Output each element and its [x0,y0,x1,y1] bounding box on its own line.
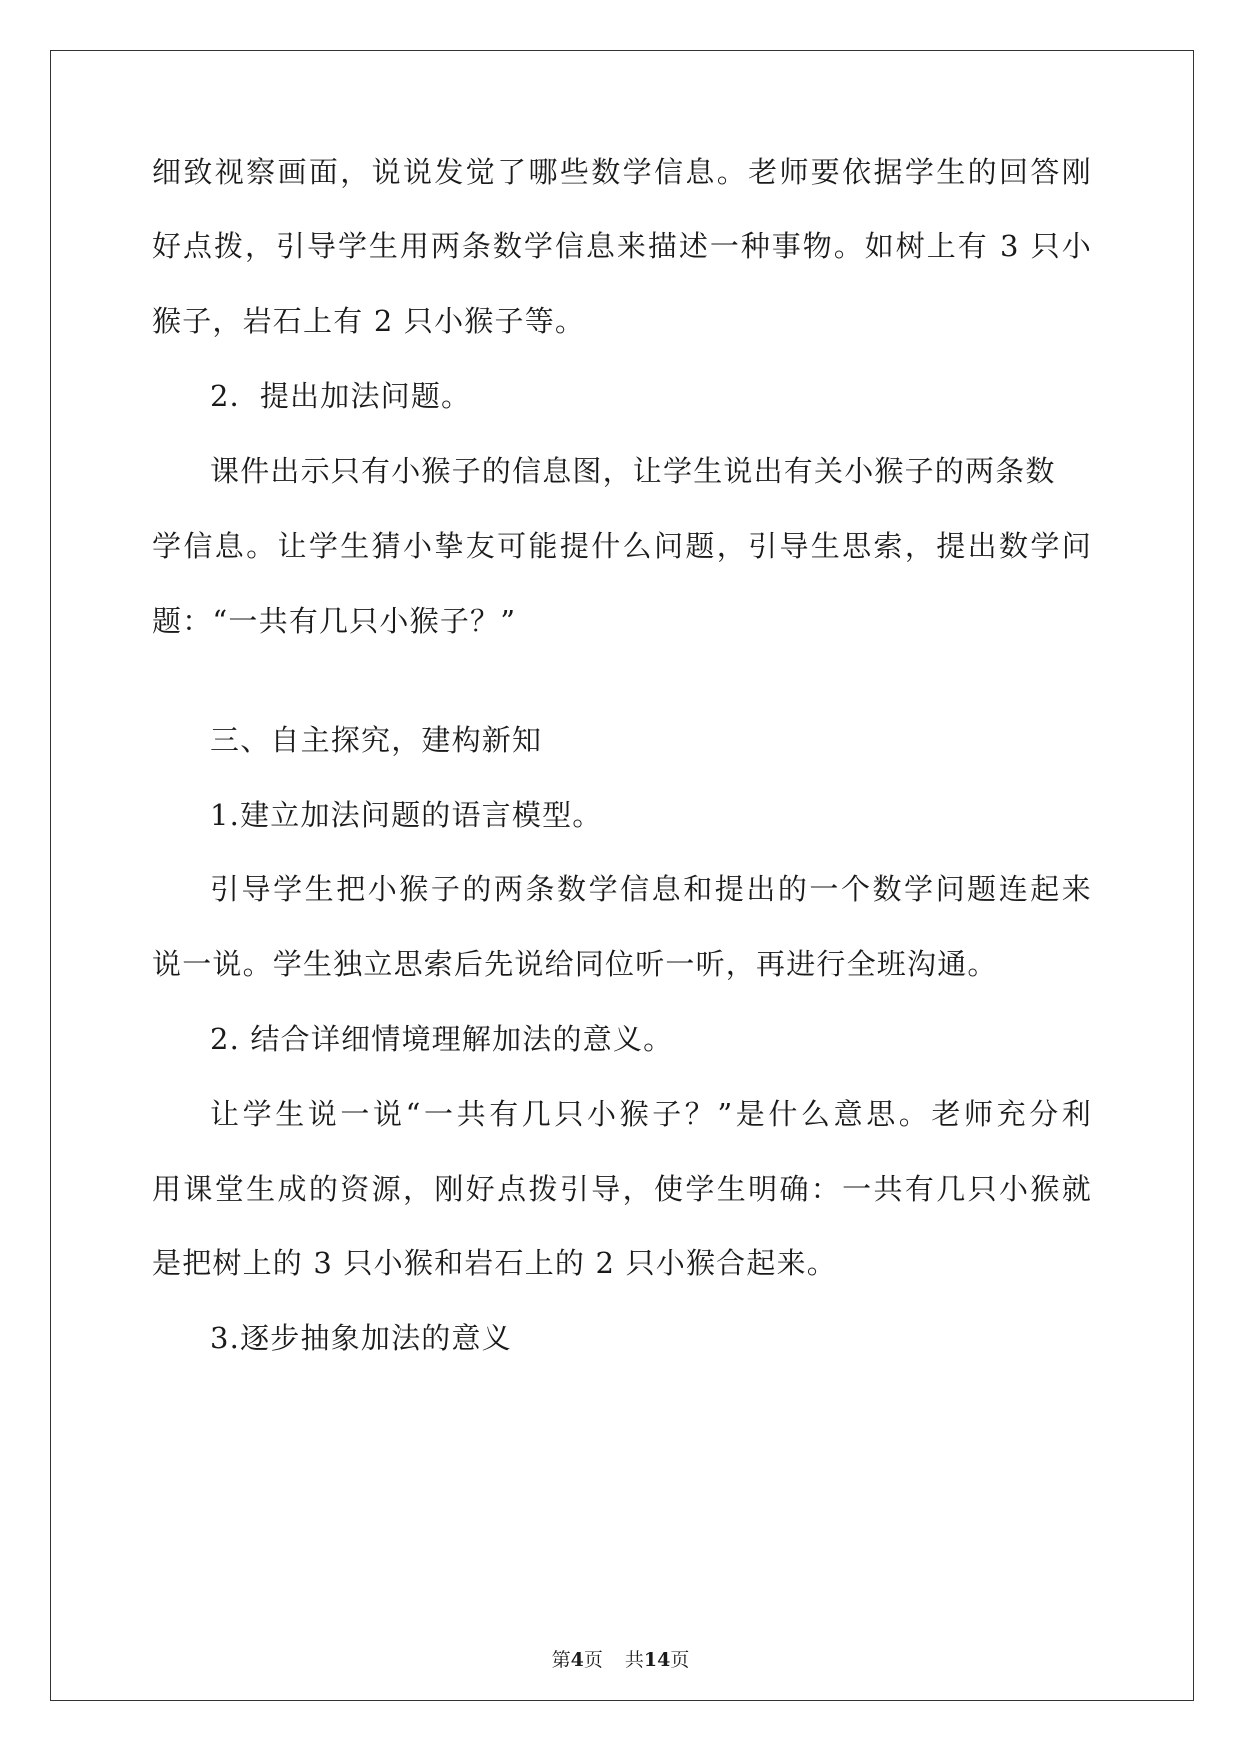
paragraph-line: 题：“一共有几只小猴子？” [152,604,517,638]
page-footer [0,1648,1241,1672]
page-prefix: 第 [551,1649,571,1671]
page-suffix: 页 [583,1649,603,1671]
paragraph-line: 是把树上的 3 只小猴和岩石上的 2 只小猴合起来。 [152,1246,837,1280]
paragraph-line: 好点拨，引导学生用两条数学信息来描述一种事物。如树上有 3 只小 [152,229,1092,263]
page-number: 4 [570,1649,584,1671]
paragraph-line: 用课堂生成的资源，刚好点拨引导，使学生明确：一共有几只小猴就 [152,1172,1092,1206]
paragraph-line: 学信息。让学生猜小挚友可能提什么问题，引导生思索，提出数学问 [152,529,1092,563]
list-item-heading: 2. 结合详细情境理解加法的意义。 [210,1022,674,1056]
paragraph-line: 课件出示只有小猴子的信息图，让学生说出有关小猴子的两条数 [210,454,1056,488]
list-item-heading: 1.建立加法问题的语言模型。 [210,798,603,832]
paragraph-line: 猴子，岩石上有 2 只小猴子等。 [152,304,586,338]
list-item-heading: 3.逐步抽象加法的意义 [210,1321,512,1355]
list-item-heading: 2．提出加法问题。 [210,379,472,413]
paragraph-line: 引导学生把小猴子的两条数学信息和提出的一个数学问题连起来 [210,872,1092,906]
total-pages: 14 [643,1649,671,1671]
section-heading: 三、自主探究，建构新知 [210,723,543,757]
paragraph-line: 让学生说一说“一共有几只小猴子？”是什么意思。老师充分利 [210,1097,1092,1131]
total-suffix: 页 [670,1649,690,1671]
paragraph-line: 说一说。学生独立思索后先说给同位听一听，再进行全班沟通。 [152,947,998,981]
paragraph-line: 细致视察画面，说说发觉了哪些数学信息。老师要依据学生的回答刚 [152,155,1092,189]
total-prefix: 共 [624,1649,644,1671]
